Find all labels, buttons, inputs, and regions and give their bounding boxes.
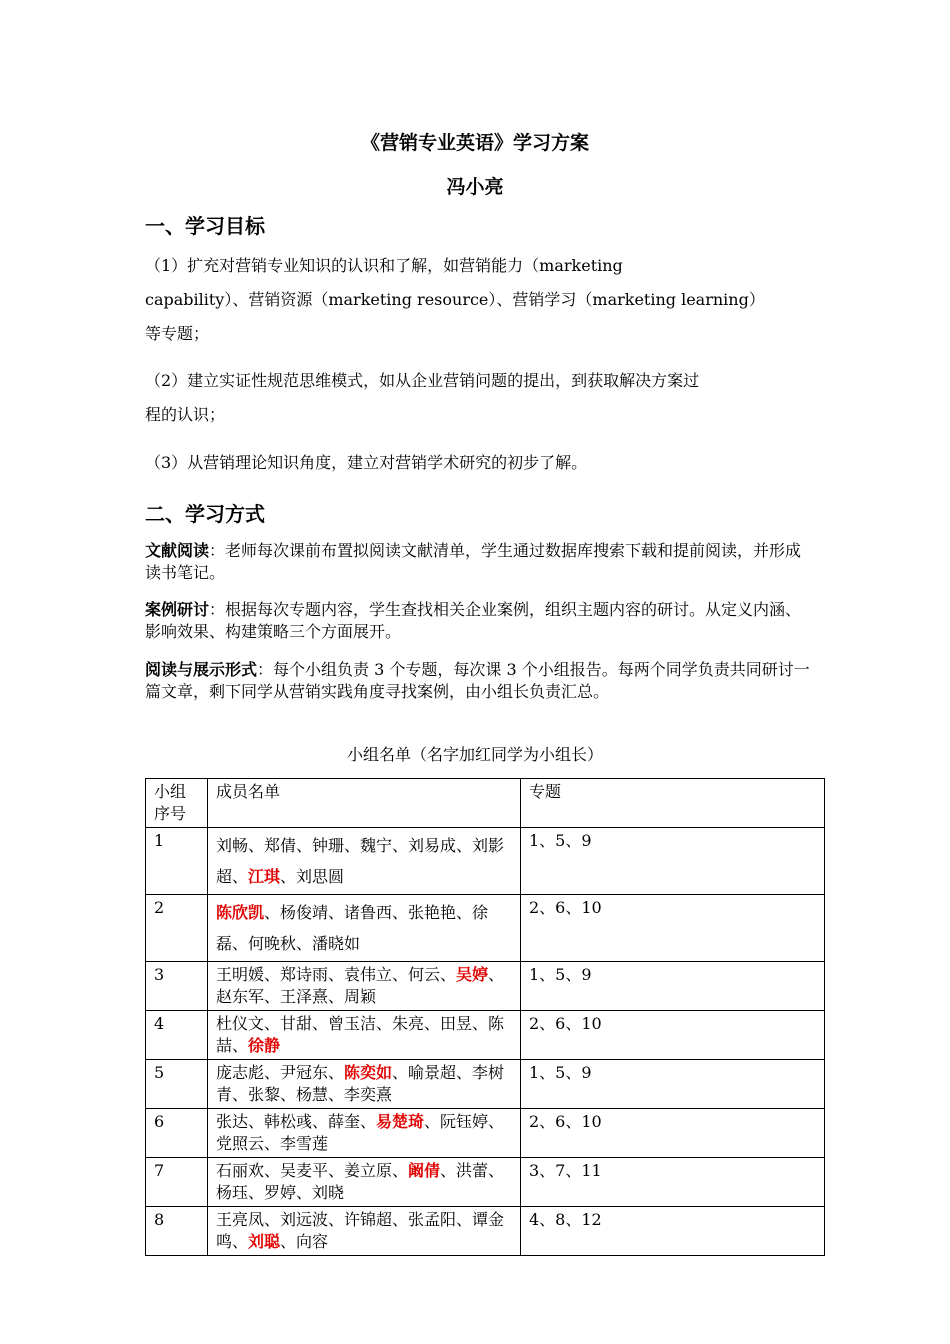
group-members: 陈欣凯、杨俊靖、诸鲁西、张艳艳、徐磊、何晚秋、潘晓如 bbox=[208, 895, 521, 962]
table-row bbox=[146, 895, 825, 962]
group-members: 刘畅、郑倩、钟珊、魏宁、刘易成、刘影超、江琪、刘思圆 bbox=[208, 828, 521, 895]
table-row bbox=[146, 1158, 825, 1207]
header-topics: 专题 bbox=[521, 779, 825, 828]
presentation-label: 阅读与展示形式 bbox=[145, 660, 258, 679]
group-id: 3 bbox=[146, 962, 208, 1011]
group-id: 6 bbox=[146, 1109, 208, 1158]
group-leader: 吴婷 bbox=[456, 965, 489, 984]
goal2-line2: 程的认识； bbox=[145, 405, 226, 424]
group-leader: 江琪 bbox=[248, 867, 281, 886]
group-topics: 2、6、10 bbox=[521, 1011, 825, 1060]
group-members: 庞志彪、尹冠东、陈奕如、喻景超、李树青、张黎、杨慧、李奕熹 bbox=[208, 1060, 521, 1109]
reading-label: 文献阅读 bbox=[145, 541, 210, 560]
table-header-row bbox=[146, 779, 825, 828]
group-id: 7 bbox=[146, 1158, 208, 1207]
header-members: 成员名单 bbox=[208, 779, 521, 828]
goal1-line3: 等专题； bbox=[145, 324, 210, 343]
group-id: 8 bbox=[146, 1207, 208, 1256]
table-row bbox=[146, 828, 825, 895]
group-members: 杜仪文、甘甜、曾玉洁、朱亮、田昱、陈喆、徐静 bbox=[208, 1011, 521, 1060]
table-row bbox=[146, 962, 825, 1011]
group-id: 4 bbox=[146, 1011, 208, 1060]
table-row bbox=[146, 1207, 825, 1256]
author-name: 冯小亮 bbox=[446, 176, 504, 198]
group-members: 石丽欢、吴麦平、姜立原、阚倩、洪蕾、杨珏、罗婷、刘晓 bbox=[208, 1158, 521, 1207]
group-topics: 1、5、9 bbox=[521, 962, 825, 1011]
group-topics: 1、5、9 bbox=[521, 1060, 825, 1109]
group-leader: 徐静 bbox=[248, 1036, 281, 1055]
group-topics: 1、5、9 bbox=[521, 828, 825, 895]
table-row bbox=[146, 1109, 825, 1158]
document-title: 《营销专业英语》学习方案 bbox=[360, 132, 589, 154]
group-leader: 刘聪 bbox=[248, 1232, 281, 1251]
table-row bbox=[146, 1060, 825, 1109]
goal2-line1: （2）建立实证性规范思维模式，如从企业营销问题的提出，到获取解决方案过 bbox=[145, 371, 700, 390]
reading-text: ：老师每次课前布置拟阅读文献清单，学生通过数据库搜索下载和提前阅读，并形成读书笔记。 bbox=[145, 541, 802, 582]
section2-heading: 二、学习方式 bbox=[145, 502, 265, 526]
presentation-text: ：每个小组负责 3 个专题，每次课 3 个小组报告。每两个同学负责共同研讨一篇文章，剩下同学从营销实践角度寻找案例，由小组长负责汇总。 bbox=[145, 660, 810, 701]
group-topics: 4、8、12 bbox=[521, 1207, 825, 1256]
section1-heading: 一、学习目标 bbox=[145, 214, 265, 238]
presentation-paragraph bbox=[145, 659, 810, 703]
group-leader: 陈奕如 bbox=[344, 1063, 393, 1082]
group-leader: 易楚琦 bbox=[376, 1112, 425, 1131]
group-table bbox=[145, 778, 825, 1256]
group-id: 1 bbox=[146, 828, 208, 895]
group-topics: 2、6、10 bbox=[521, 1109, 825, 1158]
goal1-line2: capability）、营销资源（marketing resource）、营销学习（marketing learning） bbox=[145, 290, 765, 309]
group-members: 王明媛、郑诗雨、袁伟立、何云、吴婷、赵东军、王泽熹、周颖 bbox=[208, 962, 521, 1011]
group-topics: 2、6、10 bbox=[521, 895, 825, 962]
group-leader: 阚倩 bbox=[408, 1161, 441, 1180]
reading-paragraph bbox=[145, 540, 810, 584]
header-group-id: 小组序号 bbox=[146, 779, 208, 828]
group-members: 张达、韩松彧、薛奎、易楚琦、阮钰婷、党照云、李雪莲 bbox=[208, 1109, 521, 1158]
case-text: ：根据每次专题内容，学生查找相关企业案例，组织主题内容的研讨。从定义内涵、影响效果、构建策略三个方面展开。 bbox=[145, 600, 802, 641]
case-paragraph bbox=[145, 599, 810, 643]
table-row bbox=[146, 1011, 825, 1060]
goal1-line1: （1）扩充对营销专业知识的认识和了解，如营销能力（marketing bbox=[145, 256, 623, 275]
group-members: 王亮凤、刘远波、许锦超、张孟阳、谭金鸣、刘聪、向容 bbox=[208, 1207, 521, 1256]
goal3-line: （3）从营销理论知识角度，建立对营销学术研究的初步了解。 bbox=[145, 453, 588, 472]
group-topics: 3、7、11 bbox=[521, 1158, 825, 1207]
group-leader: 陈欣凯 bbox=[216, 903, 265, 922]
group-id: 2 bbox=[146, 895, 208, 962]
case-label: 案例研讨 bbox=[145, 600, 210, 619]
table-caption: 小组名单（名字加红同学为小组长） bbox=[346, 745, 603, 764]
group-id: 5 bbox=[146, 1060, 208, 1109]
